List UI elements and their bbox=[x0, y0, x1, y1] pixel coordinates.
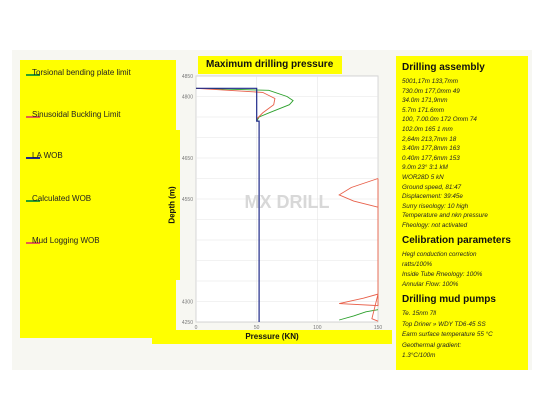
calibration-line: ratts/100% bbox=[402, 261, 433, 268]
drilling-assembly-line: 730.0m 177,0mm 49 bbox=[402, 87, 460, 95]
mud-pumps-line: Earm surface temperature 55 °C bbox=[402, 331, 493, 338]
calibration-line: Hegl conduction correction bbox=[402, 251, 477, 258]
y-tick-label: 4800 bbox=[181, 94, 193, 101]
legend-label: Calculated WOB bbox=[32, 194, 92, 203]
legend-label: LA WOB bbox=[32, 151, 63, 160]
info-panel bbox=[396, 56, 528, 370]
x-tick-label: 50 bbox=[253, 325, 260, 331]
y-tick-label: 4850 bbox=[181, 74, 193, 80]
drilling-assembly-heading: Drilling assembly bbox=[402, 62, 485, 73]
legend-label: Sinusoidal Buckling Limit bbox=[32, 110, 121, 119]
watermark: MX DRILL bbox=[244, 192, 330, 212]
drilling-assembly-line: 3.40m 177,8mm 163 bbox=[402, 145, 460, 153]
chart-title: Maximum drilling pressure bbox=[206, 59, 334, 70]
mud-pumps-line: Te. 15nm 7ll bbox=[402, 310, 437, 317]
drilling-assembly-line: Ground speed, 81:47 bbox=[402, 183, 462, 191]
drilling-assembly-line: 5001,17m 133,7mm bbox=[402, 78, 459, 85]
mud-pumps-line: Top Driner » WDY TD6·45 SS bbox=[402, 320, 486, 328]
drilling-assembly-line: Surry riseology: 10 high bbox=[402, 202, 469, 210]
legend-label: Mud Logging WOB bbox=[32, 236, 100, 245]
y-tick-label: 4550 bbox=[181, 197, 193, 203]
drilling-assembly-line: 100, 7.00.0m 172 Omm 74 bbox=[402, 116, 477, 124]
x-axis-label: Pressure (KN) bbox=[245, 332, 299, 341]
y-tick-label: 4650 bbox=[181, 156, 193, 162]
calibration-line: Inside Tube Rneology: 100% bbox=[402, 271, 483, 278]
drilling-assembly-line: 102.0m 165 1 mm bbox=[402, 126, 453, 133]
mud-pumps-line: 1.3°C/100m bbox=[402, 352, 436, 359]
x-tick-label: 150 bbox=[373, 325, 383, 331]
mud-pumps-heading: Drilling mud pumps bbox=[402, 294, 496, 305]
x-tick-label: 0 bbox=[194, 325, 198, 331]
drilling-assembly-line: WOR28D 5 kN bbox=[402, 174, 444, 181]
y-tick-label: 4250 bbox=[181, 320, 193, 326]
drilling-assembly-line: 9.0m 23° 3:1 kM bbox=[402, 164, 448, 172]
drilling-assembly-line: 34.0m 171,9mm bbox=[402, 97, 448, 105]
y-axis-label: Depth (m) bbox=[167, 186, 177, 224]
x-tick-label: 100 bbox=[313, 325, 322, 331]
drilling-assembly-line: Fheology: not activated bbox=[402, 222, 468, 229]
calibration-line: Annular Flow: 100% bbox=[402, 281, 459, 288]
drilling-assembly-line: 5.7m 171.6mm bbox=[402, 106, 444, 114]
drilling-assembly-line: Displacement: 39:45e bbox=[402, 193, 463, 201]
drilling-assembly-line: 2,64m 213,7mm 18 bbox=[402, 135, 457, 143]
calibration-heading: Celibration parameters bbox=[402, 235, 511, 246]
legend-label: Torsional bending plate limit bbox=[32, 68, 131, 77]
y-tick-label: 4300 bbox=[181, 299, 193, 306]
mud-pumps-line: Geothermal gradient: bbox=[402, 341, 462, 349]
drilling-assembly-line: Temperature and nkn pressure bbox=[402, 212, 488, 220]
drilling-assembly-line: 0.40m 177,6mm 153 bbox=[402, 154, 460, 162]
